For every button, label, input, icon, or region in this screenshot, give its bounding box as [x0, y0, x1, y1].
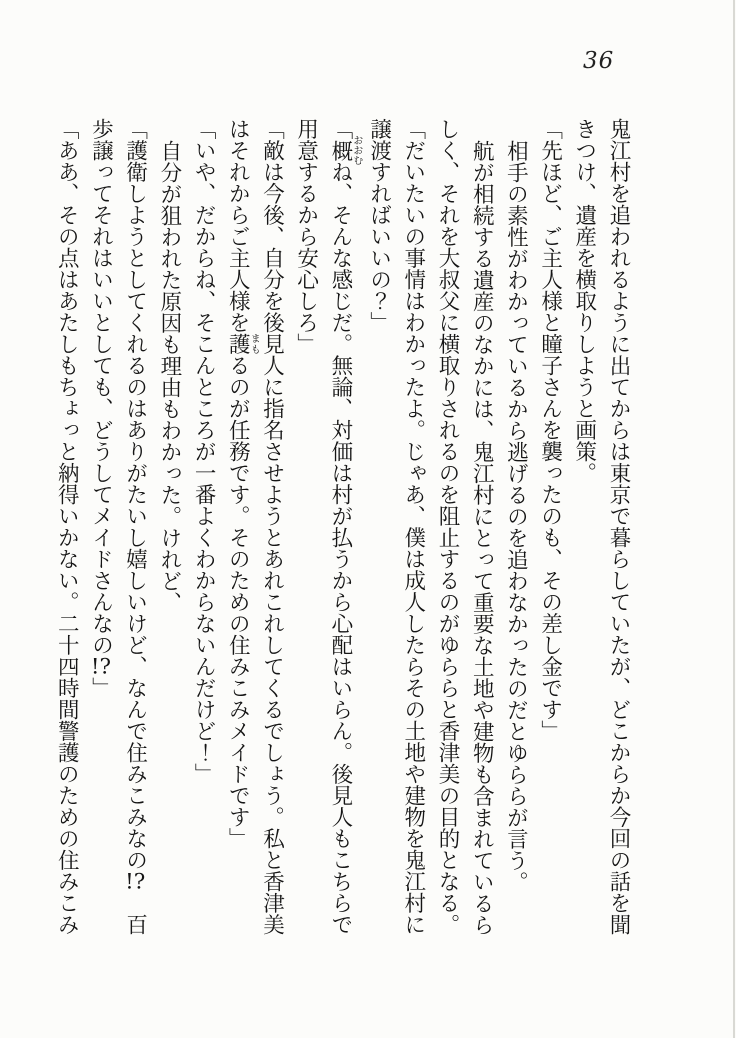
paragraph: 「だいたいの事情はわかったよ。じゃあ、僕は成人したらその土地や建物を鬼江村に譲渡すればいいの？」 — [366, 118, 426, 935]
page-number: 36 — [583, 48, 615, 74]
tate-chu-yoko: !? — [125, 870, 146, 892]
paragraph: 「いや、だからね、そこんところが一番よくわからないんだけど！」 — [191, 118, 217, 785]
paragraph: 「護衛しようとしてくれるのはありがたいし嬉しいけど、なんで住みこみなの!? 百歩譲ってそれはいいとしても、どうしてメイドさんなの!?」 — [88, 118, 148, 935]
paragraph: 鬼江村を追われるように出てからは東京で暮らしていたが、どこからか今回の話を聞きつけ、遺産を横取りしようと画策。 — [571, 118, 631, 935]
ruby-annotated-kanji: 概おおむ — [327, 135, 362, 166]
paragraph: 「ああ、その点はあたしもちょっと納得いかない。二十四時間警護のための住みこみ — [54, 118, 80, 935]
scan-edge-artifact — [733, 0, 735, 1038]
paragraph: 「先ほど、ご主人様と瞳子さんを襲ったのも、その差し金です」 — [537, 118, 563, 742]
paragraph: 「概おおむね、そんな感じだ。無論、対価は村が払うから心配はいらん。後見人もこちらで用意するから安心しろ」 — [293, 118, 362, 935]
body-text — [49, 118, 635, 938]
paragraph: 自分が狙われた原因も理由もわかった。けれど、 — [156, 139, 182, 613]
paragraph: 相手の素性がわかっているから逃げるのを追わなかったのだとゆららが言う。 — [503, 139, 529, 892]
paragraph: 航が相続する遺産のなかには、鬼江村にとって重要な土地や建物も含まれているらしく、それを大叔父に横取りされるのを阻止するのがゆららと香津美の目的となる。 — [434, 118, 495, 935]
ruby-annotated-kanji: 護まも — [225, 333, 260, 355]
tate-chu-yoko: !? — [90, 655, 112, 677]
paragraph: 「敵は今後、自分を後見人に指名させようとあれこれしてくるでしょう。私と香津美はそれからご主人様を護まもるのが任務です。そのための住みこみメイドです」 — [225, 118, 285, 935]
